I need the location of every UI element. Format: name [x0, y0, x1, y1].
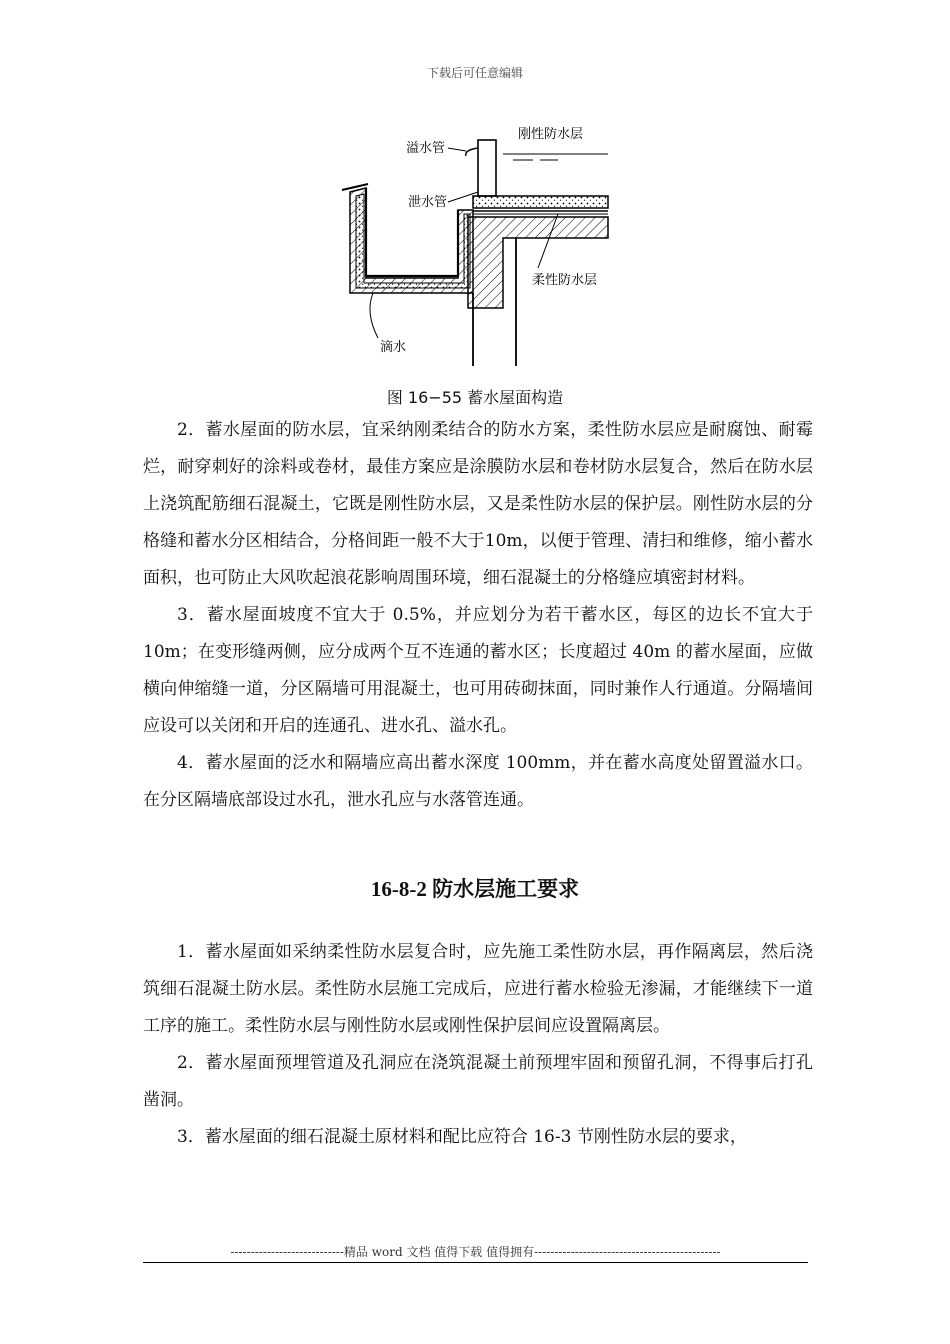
label-overflow-pipe: 溢水管 — [406, 141, 446, 156]
label-flexible-layer: 柔性防水层 — [532, 273, 598, 288]
page-header: 下载后可任意编辑 — [426, 66, 523, 80]
label-rigid-layer: 刚性防水层 — [518, 127, 584, 142]
section-2-body — [143, 934, 813, 1156]
roof-section-diagram — [328, 118, 628, 368]
paragraph: 4．蓄水屋面的泛水和隔墙应高出蓄水深度 100mm，并在蓄水高度处留置溢水口。在分区隔墙底部设过水孔，泄水孔应与水落管连通。 — [143, 753, 814, 810]
label-drain-pipe: 泄水管 — [408, 195, 448, 210]
section-1-body — [143, 412, 813, 819]
label-drip: 滴水 — [380, 340, 407, 355]
paragraph: 3．蓄水屋面坡度不宜大于 0.5%，并应划分为若干蓄水区，每区的边长不宜大于 10m；在变形缝两侧，应分成两个互不连通的蓄水区；长度超过 40m 的蓄水屋面，应做横向伸缩缝一道，分区隔墙可用混凝土，也可用砖砌抹面，同时兼作人行通道。分隔墙间应设可以关闭和开启的连通孔、进水孔、溢水孔。 — [143, 605, 813, 736]
paragraph: 2．蓄水屋面的防水层，宜采纳刚柔结合的防水方案，柔性防水层应是耐腐蚀、耐霉烂，耐穿刺好的涂料或卷材，最佳方案应是涂膜防水层和卷材防水层复合，然后在防水层上浇筑配筋细石混凝土，它既是刚性防水层，又是柔性防水层的保护层。刚性防水层的分格缝和蓄水分区相结合，分格间距一般不大于10m，以便于管理、清扫和维修，缩小蓄水面积，也可防止大风吹起浪花影响周围环境，细石混凝土的分格缝应填密封材料。 — [143, 420, 813, 588]
figure-caption: 图 16−55 蓄水屋面构造 — [386, 388, 564, 407]
paragraph: 3．蓄水屋面的细石混凝土原材料和配比应符合 16-3 节刚性防水层的要求， — [177, 1127, 747, 1147]
footer-divider — [143, 1262, 808, 1263]
roof-construction-figure — [328, 118, 628, 368]
section-title: 16-8-2 防水层施工要求 — [370, 877, 580, 901]
paragraph: 1．蓄水屋面如采纳柔性防水层复合时，应先施工柔性防水层，再作隔离层，然后浇筑细石混凝土防水层。柔性防水层施工完成后，应进行蓄水检验无渗漏，才能继续下一道工序的施工。柔性防水层与刚性防水层或刚性保护层间应设置隔离层。 — [143, 942, 813, 1036]
page-footer: ----------------------------精品 word 文档 值得下载 值得拥有---------------------------------------------- — [230, 1245, 721, 1259]
paragraph: 2．蓄水屋面预埋管道及孔洞应在浇筑混凝土前预埋牢固和预留孔洞，不得事后打孔凿洞。 — [143, 1053, 813, 1110]
